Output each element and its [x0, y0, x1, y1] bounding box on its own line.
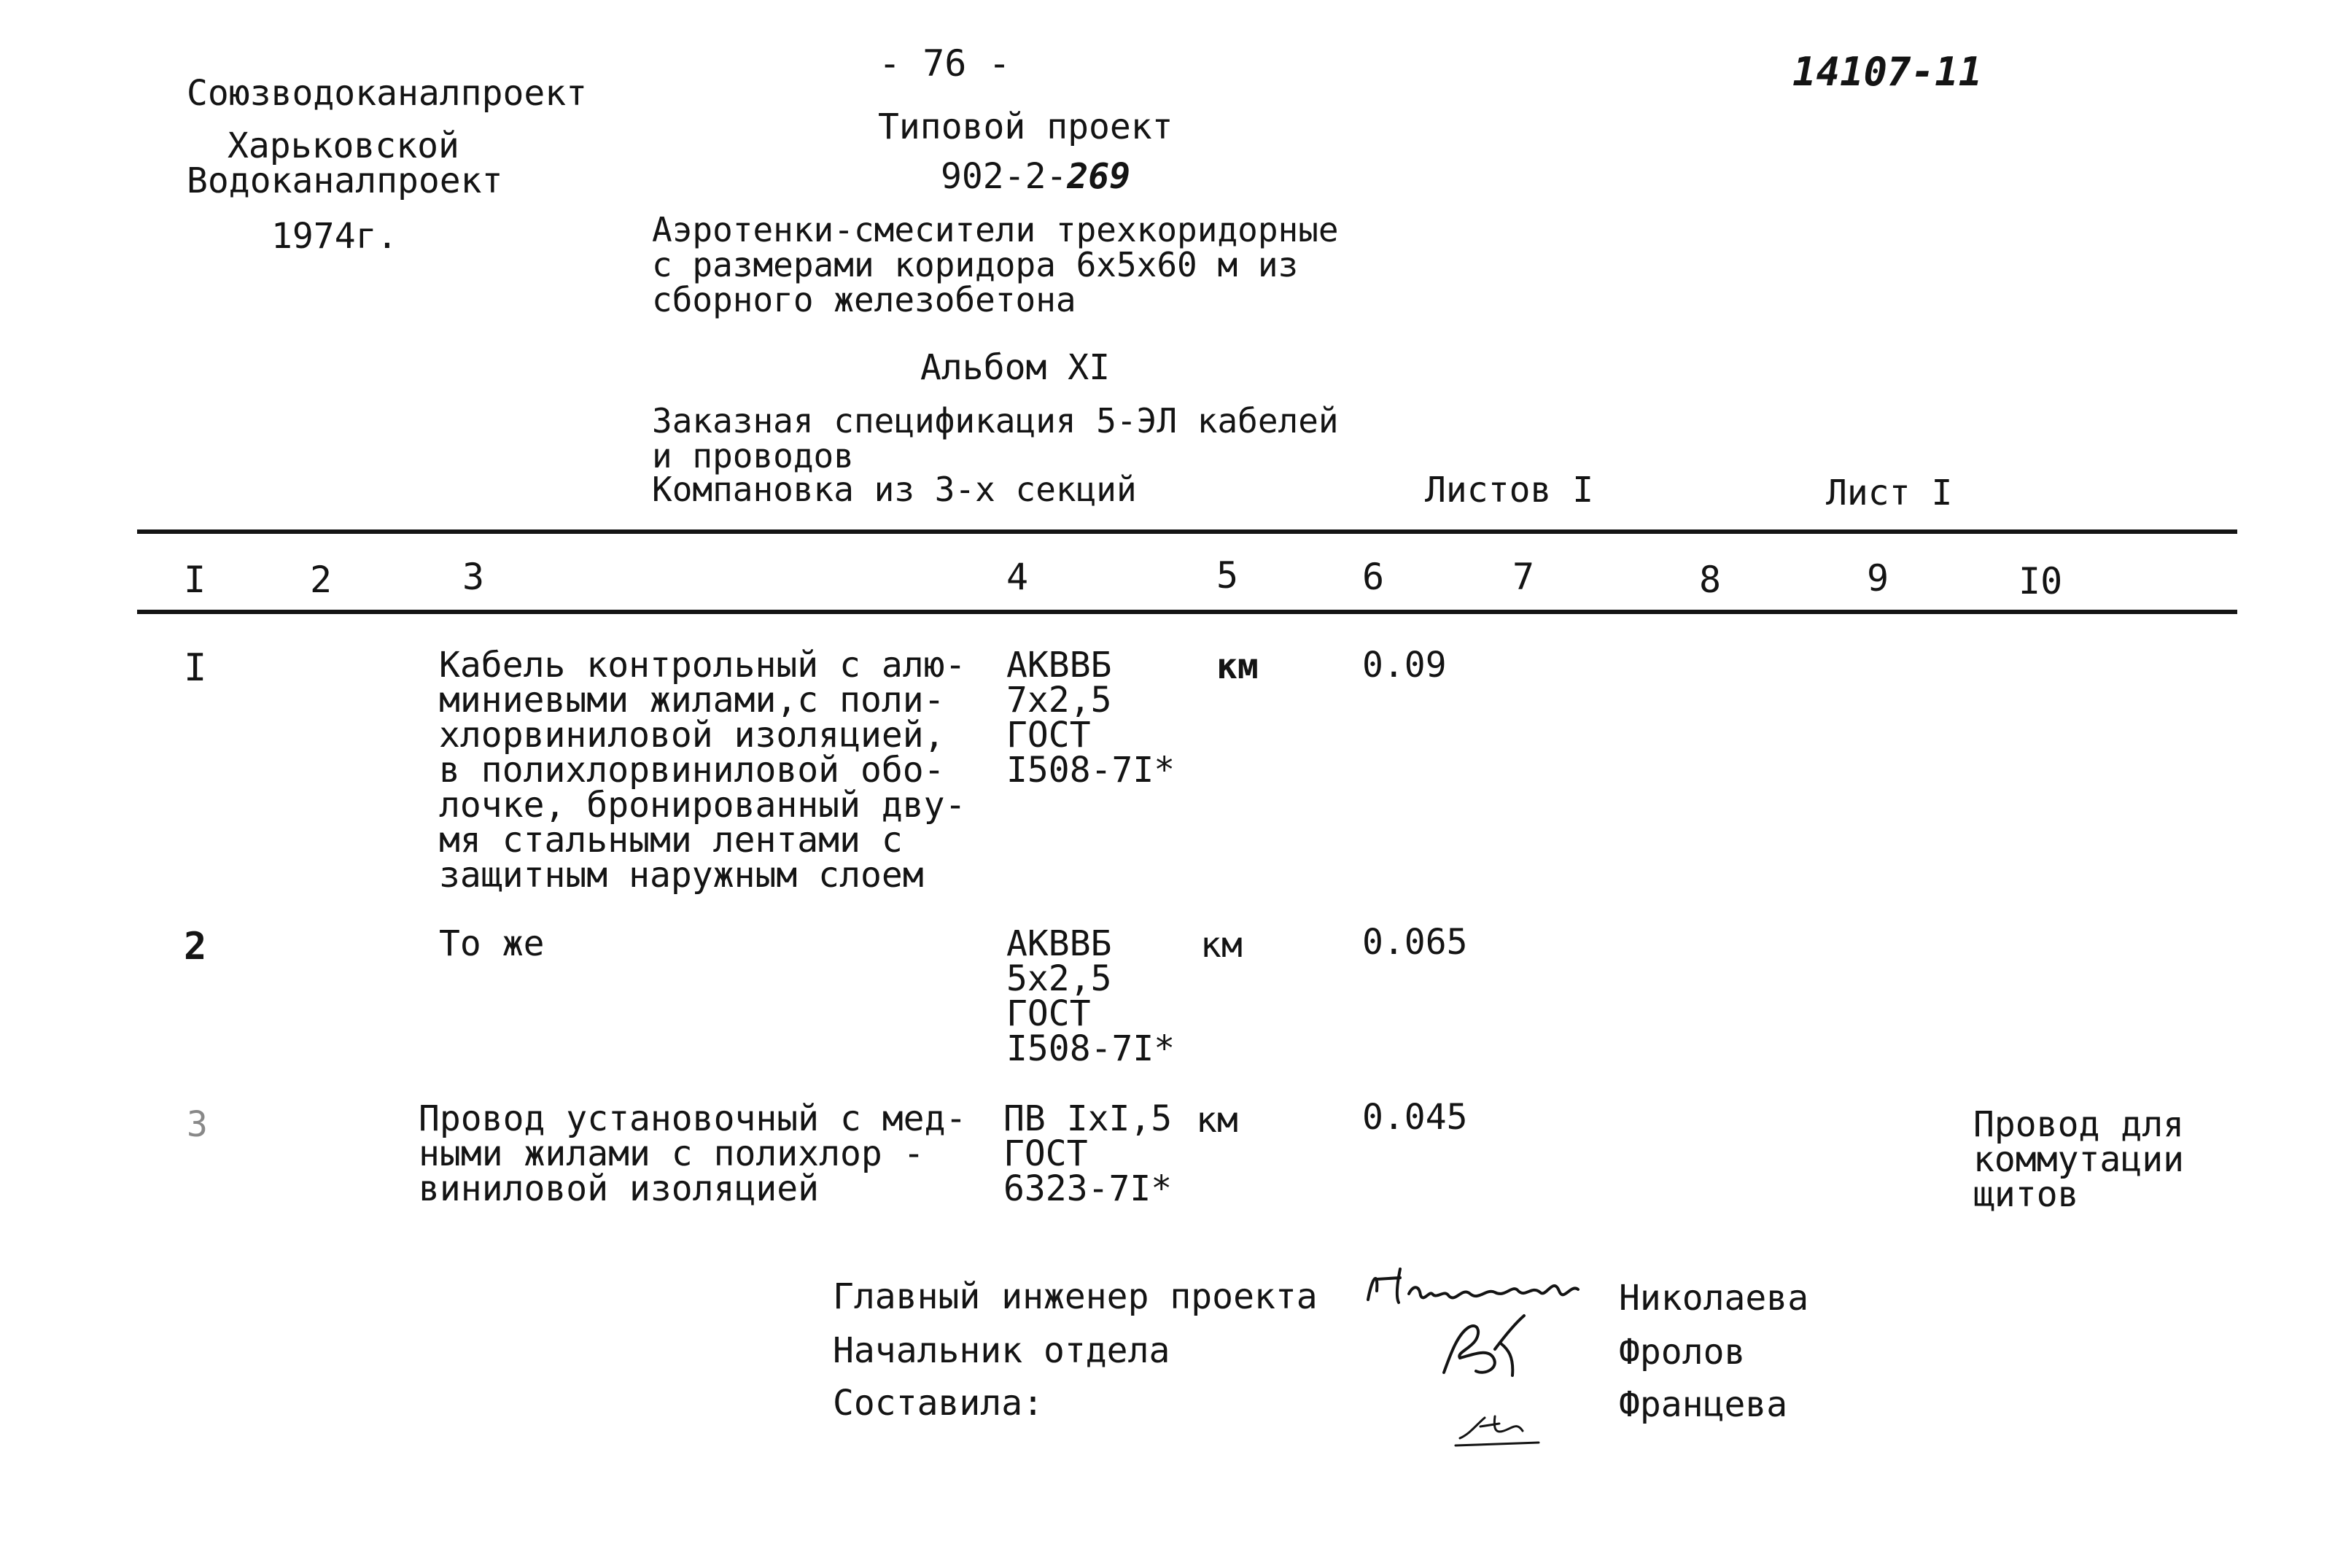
subtitle-line-3: Компановка из 3-х секций — [652, 470, 1137, 509]
row-quantity: 0.045 — [1362, 1097, 1468, 1138]
column-header-10: I0 — [2018, 560, 2063, 602]
row-unit: км — [1200, 925, 1243, 966]
year: 1974г. — [271, 216, 398, 257]
project-prefix: 902-2- — [941, 156, 1068, 197]
row-description: То же — [439, 923, 545, 964]
row-type: ПВ IхI,5 ГОСТ 6323-7I* — [1003, 1098, 1173, 1209]
column-header-7: 7 — [1512, 556, 1535, 598]
column-header-5: 5 — [1216, 554, 1239, 597]
row-unit: км — [1196, 1100, 1238, 1141]
column-header-3: 3 — [462, 556, 485, 598]
signature-role-compiler: Составила: — [833, 1383, 1044, 1424]
project-number — [941, 156, 1131, 197]
signature-mark-frantseva — [1453, 1402, 1547, 1453]
column-header-6: 6 — [1362, 556, 1385, 598]
column-header-4: 4 — [1006, 556, 1029, 598]
table-top-rule — [137, 529, 2237, 534]
table-header-rule — [137, 610, 2237, 614]
title-line-3: сборного железобетона — [652, 280, 1076, 319]
row-type: АКВВБ 7х2,5 ГОСТ I508-7I* — [1006, 645, 1176, 791]
row-quantity: 0.065 — [1362, 922, 1468, 963]
signature-role-department-head: Начальник отдела — [833, 1330, 1170, 1371]
sheet-number: Лист I — [1826, 473, 1953, 513]
title-line-2: с размерами коридора 6х5х60 м из — [652, 245, 1299, 284]
sheets-total: Листов I — [1425, 470, 1594, 511]
column-header-9: 9 — [1867, 557, 1889, 599]
signature-name-frolov: Фролов — [1619, 1332, 1746, 1373]
page-number: - 76 - — [879, 42, 1011, 85]
handwritten-archive-code: 14107-11 — [1792, 49, 1983, 95]
subtitle-line-2: и проводов — [652, 436, 854, 476]
row-type: АКВВБ 5х2,5 ГОСТ I508-7I* — [1006, 923, 1176, 1069]
album-label: Альбом XI — [920, 347, 1111, 388]
column-header-8: 8 — [1699, 559, 1722, 601]
row-quantity: 0.09 — [1362, 645, 1447, 686]
row-description: Кабель контрольный с алю- миниевыми жилами,с поли- хлорвиниловой изоляцией, в полихлорвиниловой обо- лочке, бронированный дву- мя стальными лентами с защитным наружным слоем — [439, 645, 966, 896]
signature-mark-frolov — [1428, 1305, 1537, 1386]
signature-name-nikolaeva: Николаева — [1619, 1278, 1809, 1319]
column-header-1: I — [184, 559, 206, 601]
project-number-handwritten: 269 — [1067, 156, 1131, 197]
row-unit: км — [1216, 646, 1259, 687]
row-description: Провод установочный с мед- ными жилами с полихлор - виниловой изоляцией — [419, 1098, 967, 1209]
title-line-1: Аэротенки-смесители трехкоридорные — [652, 210, 1339, 249]
signature-name-frantseva: Францева — [1619, 1384, 1788, 1425]
row-number: 2 — [184, 925, 207, 969]
org-city: Харьковской — [228, 125, 459, 166]
doc-type: Типовой проект — [878, 106, 1173, 147]
org-branch: Водоканалпроект — [187, 160, 503, 201]
row-number: I — [184, 646, 207, 690]
signature-role-chief-engineer: Главный инженер проекта — [833, 1276, 1318, 1317]
org-name: Союзводоканалпроект — [187, 73, 588, 114]
column-header-2: 2 — [310, 559, 333, 601]
row-number: 3 — [187, 1104, 208, 1145]
subtitle-line-1: Заказная спецификация 5-ЭЛ кабелей — [652, 401, 1339, 440]
row-note: Провод для коммутации щитов — [1973, 1104, 2184, 1215]
